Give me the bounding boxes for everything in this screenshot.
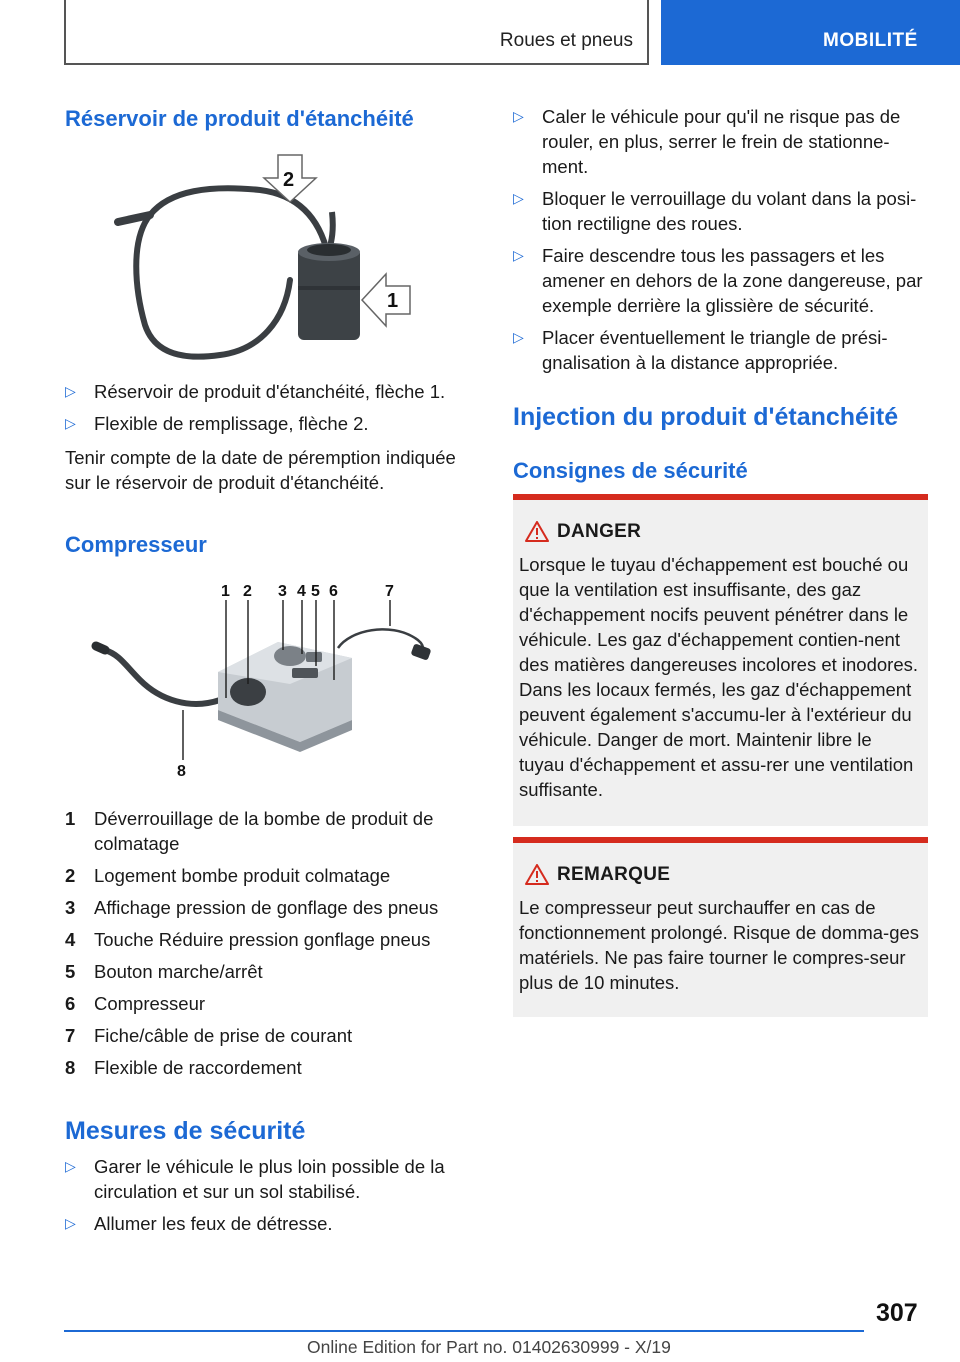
callout-6: 6 [329,583,338,600]
header-chapter-label: MOBILITÉ [823,30,918,51]
sealant-bullet-list [65,379,465,436]
legend-row: 1 Déverrouillage de la bombe de produit de colmatage [65,808,434,854]
danger-title: DANGER [519,520,922,544]
notice-box [513,837,928,1017]
callout-7: 7 [385,583,394,600]
callout-8: 8 [177,763,186,780]
legend-row: 4 Touche Réduire pression gonflage pneus [65,929,431,950]
compressor-title: Compresseur [65,532,207,557]
triangle-bullet-icon: ▷ [65,1215,76,1231]
footer-divider [64,1330,864,1332]
sealant-note: Tenir compte de la date de péremption indiquée sur le réservoir de produit d'étanchéité. [65,447,456,493]
danger-box [513,494,928,826]
warning-triangle-icon [525,521,549,542]
list-item: ▷ Placer éventuellement le triangle de prési-gnalisation à la distance appropriée. [513,327,888,373]
arrow-label-1: 1 [387,290,399,312]
callout-5: 5 [311,583,320,600]
list-item: ▷ Garer le véhicule le plus loin possible de la circulation et sur un sol stabilisé. [65,1156,445,1202]
triangle-bullet-icon: ▷ [513,329,524,345]
page-number: 307 [876,1299,918,1327]
callout-4: 4 [297,583,306,600]
safety-bullet-list-left [65,1154,465,1236]
triangle-bullet-icon: ▷ [513,108,524,124]
safety-title: Mesures de sécurité [65,1117,306,1145]
header-section-title: Roues et pneus [499,30,633,51]
injection-subtitle: Consignes de sécurité [513,458,748,483]
callout-3: 3 [278,583,287,600]
safety-bullet-list-right [513,104,928,375]
triangle-bullet-icon: ▷ [65,383,76,399]
legend-row: 7 Fiche/câble de prise de courant [65,1025,353,1046]
list-item: ▷ Caler le véhicule pour qu'il ne risque pas de rouler, en plus, serrer le frein de stationne-ment. [513,106,901,177]
footer-edition: Online Edition for Part no. 01402630999 - X/19 [307,1337,671,1357]
warning-triangle-icon [525,864,549,885]
list-item: ▷ Faire descendre tous les passagers et les amener en dehors de la zone dangereuse, par exemple derrière la glissière de sécurité. [513,245,923,316]
list-item: ▷ Allumer les feux de détresse. [65,1213,333,1234]
legend-row: 5 Bouton marche/arrêt [65,961,263,982]
list-item: ▷ Bloquer le verrouillage du volant dans la posi-tion rectiligne des roues. [513,188,917,234]
legend-row: 6 Compresseur [65,993,206,1014]
sealant-bottle-illustration [110,150,420,365]
legend-row: 3 Affichage pression de gonflage des pneus [65,897,439,918]
header-section-box [64,0,649,65]
compressor-legend [65,806,465,1087]
arrow-label-2: 2 [283,169,295,191]
compressor-illustration [90,580,450,780]
list-item: ▷ Réservoir de produit d'étanchéité, flèche 1. [65,381,446,402]
triangle-bullet-icon: ▷ [513,190,524,206]
legend-row: 2 Logement bombe produit colmatage [65,865,391,886]
callout-1: 1 [221,583,230,600]
list-item: ▷ Flexible de remplissage, flèche 2. [65,413,369,434]
danger-text: Lorsque le tuyau d'échappement est bouché ou que la ventilation est insuffisante, des gaz d'échappement nocifs peuvent pénétrer dans le véhicule. Les gaz d'échappement contien-nent des matières dangereuses incolores et inodores. Dans les locaux fermés, les gaz d'échappement peuvent également s'accumu-ler à l'extérieur du véhicule. Danger de mort. Maintenir libre le tuyau d'échappement et assu-rer une ventilation suffisante. [519,554,919,800]
triangle-bullet-icon: ▷ [65,1158,76,1174]
injection-title: Injection du produit d'étanchéité [513,403,899,431]
legend-row: 8 Flexible de raccordement [65,1057,302,1078]
sealant-title: Réservoir de produit d'étanchéité [65,106,414,131]
triangle-bullet-icon: ▷ [65,415,76,431]
notice-title: REMARQUE [519,863,922,887]
triangle-bullet-icon: ▷ [513,247,524,263]
notice-text: Le compresseur peut surchauffer en cas de fonctionnement prolongé. Risque de domma-ges matériels. Ne pas faire tourner le compres-seur plus de 10 minutes. [519,897,920,993]
callout-2: 2 [243,583,252,600]
header-chapter-tab [661,0,960,65]
